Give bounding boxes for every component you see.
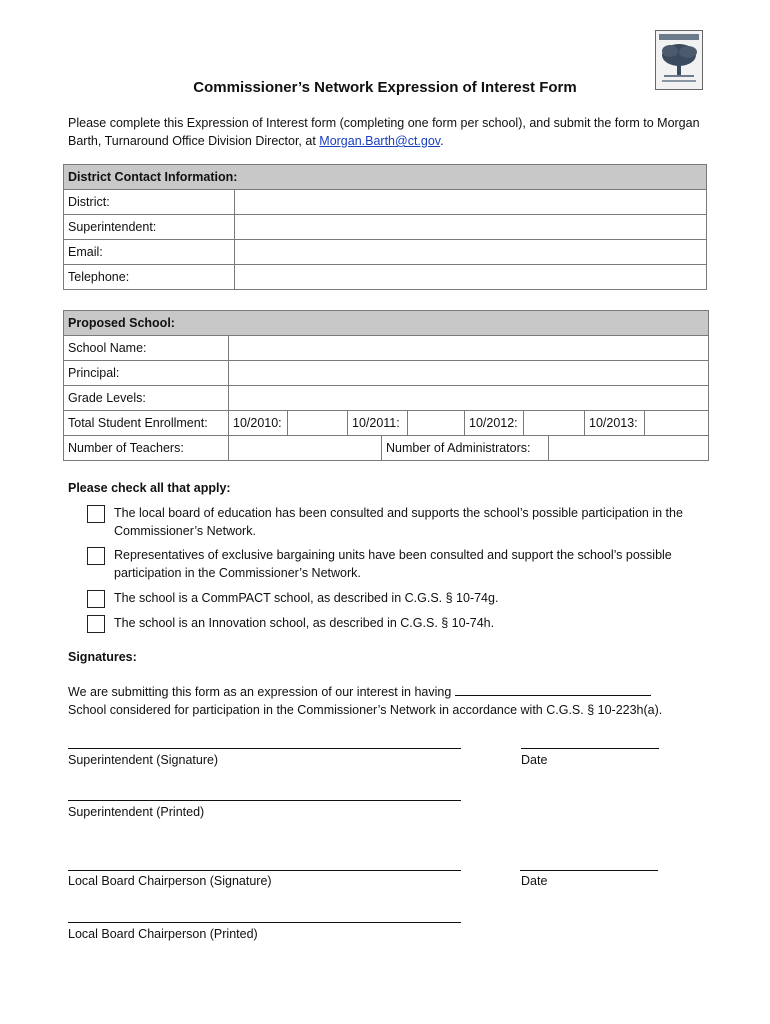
school-name-field[interactable]	[229, 336, 709, 361]
superintendent-signature-line[interactable]	[68, 748, 461, 749]
intro-body: Please complete this Expression of Interest form (completing one form per school), and submit the form to Morgan Barth, Turnaround Office Division Director, at	[68, 116, 700, 148]
grade-levels-label: Grade Levels:	[64, 386, 229, 411]
school-header: Proposed School:	[64, 311, 709, 336]
telephone-label: Telephone:	[64, 265, 235, 290]
board-signature-label: Local Board Chairperson (Signature)	[68, 874, 272, 888]
check-text-board-consulted: The local board of education has been consulted and supports the school’s possible participation in the Commissioner’s Network.	[114, 506, 683, 538]
checkbox-bargaining-units[interactable]	[87, 547, 105, 565]
check-text-bargaining-units: Representatives of exclusive bargaining units have been consulted and support the school’s possible participation in the Commissioner’s Network.	[114, 548, 672, 580]
superintendent-field[interactable]	[235, 215, 707, 240]
date-line-2[interactable]	[520, 870, 658, 871]
form-title: Commissioner’s Network Expression of Interest Form	[193, 79, 577, 96]
checkbox-commpact[interactable]	[87, 590, 105, 608]
email-field[interactable]	[235, 240, 707, 265]
superintendent-printed-label: Superintendent (Printed)	[68, 805, 205, 819]
district-label: District:	[64, 190, 235, 215]
telephone-field[interactable]	[235, 265, 707, 290]
checkbox-innovation[interactable]	[87, 615, 105, 633]
statement-line-b: School considered for participation in the Commissioner’s Network in accordance with C.G.S. § 10-223h(a).	[68, 703, 663, 717]
board-printed-line[interactable]	[68, 922, 461, 923]
superintendent-label: Superintendent:	[64, 215, 235, 240]
board-printed-label: Local Board Chairperson (Printed)	[68, 927, 258, 941]
year-2011-field[interactable]	[408, 411, 465, 436]
principal-label: Principal:	[64, 361, 229, 386]
principal-field[interactable]	[229, 361, 709, 386]
proposed-school-table	[63, 310, 709, 461]
grade-levels-field[interactable]	[229, 386, 709, 411]
administrators-field[interactable]	[549, 436, 709, 461]
superintendent-printed-line[interactable]	[68, 800, 461, 801]
checkbox-board-consulted[interactable]	[87, 505, 105, 523]
district-field[interactable]	[235, 190, 707, 215]
school-name-blank[interactable]	[455, 683, 651, 696]
school-name-label: School Name:	[64, 336, 229, 361]
year-2011-label: 10/2011:	[348, 411, 408, 436]
submission-statement	[68, 683, 708, 719]
district-contact-table	[63, 164, 707, 290]
intro-end: .	[440, 134, 444, 148]
year-2010-field[interactable]	[288, 411, 348, 436]
date-label-2: Date	[521, 874, 548, 888]
year-2010-label: 10/2010:	[229, 411, 288, 436]
check-text-innovation: The school is an Innovation school, as described in C.G.S. § 10-74h.	[114, 616, 495, 630]
check-text-commpact: The school is a CommPACT school, as described in C.G.S. § 10-74g.	[114, 591, 499, 605]
date-line-1[interactable]	[521, 748, 659, 749]
superintendent-signature-label: Superintendent (Signature)	[68, 753, 219, 767]
statement-line-a: We are submitting this form as an expression of our interest in having	[68, 685, 452, 699]
administrators-label: Number of Administrators:	[382, 436, 549, 461]
board-signature-line[interactable]	[68, 870, 461, 871]
date-label-1: Date	[521, 753, 548, 767]
email-label: Email:	[64, 240, 235, 265]
district-header: District Contact Information:	[64, 165, 707, 190]
enrollment-label: Total Student Enrollment:	[64, 411, 229, 436]
teachers-label: Number of Teachers:	[64, 436, 229, 461]
email-link[interactable]: Morgan.Barth@ct.gov	[319, 134, 441, 148]
check-section-title: Please check all that apply:	[68, 481, 231, 495]
year-2012-label: 10/2012:	[465, 411, 524, 436]
teachers-field[interactable]	[229, 436, 382, 461]
intro-text	[68, 114, 708, 150]
year-2012-field[interactable]	[524, 411, 585, 436]
year-2013-field[interactable]	[645, 411, 709, 436]
signatures-title: Signatures:	[68, 650, 137, 664]
year-2013-label: 10/2013:	[585, 411, 645, 436]
